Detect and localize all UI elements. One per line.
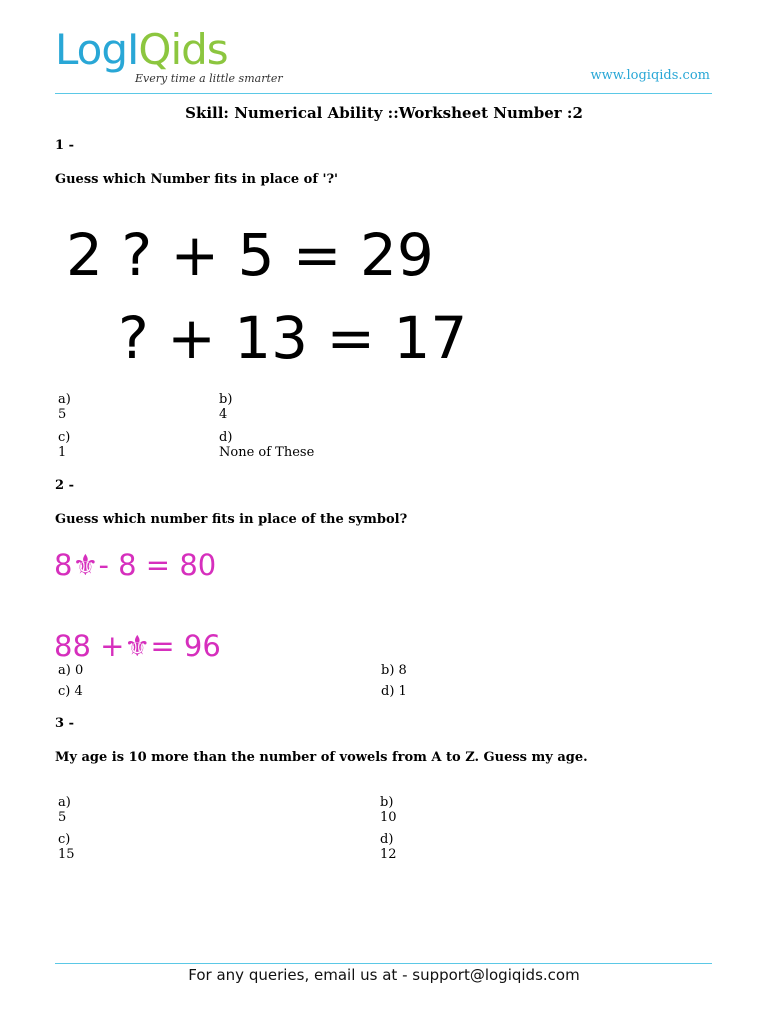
question-2-option-a[interactable]: a) 0 [58, 663, 84, 678]
option-label: a) [58, 392, 71, 407]
question-3-option-d[interactable] [380, 832, 397, 862]
footer-contact: For any queries, email us at - support@logiqids.com [188, 966, 580, 984]
question-2-number: 2 - [55, 478, 74, 493]
logo-tagline: Every time a little smarter [135, 72, 283, 85]
option-value: None of These [219, 445, 315, 460]
question-1-option-c[interactable] [58, 430, 70, 460]
question-3-number: 3 - [55, 716, 74, 731]
question-1-number: 1 - [55, 138, 74, 153]
option-label: d) [380, 832, 394, 847]
option-value: 1 [58, 445, 67, 460]
footer-divider [55, 963, 712, 964]
option-value: 5 [58, 407, 67, 422]
question-3-option-b[interactable] [380, 795, 397, 825]
question-2-option-b[interactable]: b) 8 [381, 663, 407, 678]
question-2-text: Guess which number fits in place of the symbol? [55, 512, 408, 527]
logo-text-part1: LogI [55, 25, 139, 74]
question-2-option-c[interactable]: c) 4 [58, 684, 83, 699]
option-label: c) [58, 430, 71, 445]
question-1-equation-1: 2 ? + 5 = 29 [66, 221, 434, 289]
option-label: d) [219, 430, 233, 445]
question-1-option-d[interactable] [219, 430, 314, 460]
question-2-option-d[interactable]: d) 1 [381, 684, 407, 699]
option-value: 4 [219, 407, 228, 422]
question-3-text: My age is 10 more than the number of vowels from A to Z. Guess my age. [55, 750, 588, 765]
question-1-option-a[interactable] [58, 392, 71, 422]
question-1-equation-2: ? + 13 = 17 [118, 304, 468, 372]
header-divider [55, 93, 712, 94]
option-label: c) [58, 832, 71, 847]
option-value: 12 [380, 847, 397, 862]
option-value: 5 [58, 810, 67, 825]
question-3-option-a[interactable] [58, 795, 71, 825]
option-label: a) [58, 795, 71, 810]
option-label: b) [219, 392, 233, 407]
logo-text-part2: Q [138, 25, 171, 74]
question-3-option-c[interactable] [58, 832, 75, 862]
option-value: 15 [58, 847, 75, 862]
question-2-equation-1: 8⚜- 8 = 80 [54, 548, 217, 582]
option-label: b) [380, 795, 394, 810]
option-value: 10 [380, 810, 397, 825]
logo [55, 26, 228, 74]
question-1-option-b[interactable] [219, 392, 232, 422]
worksheet-title: Skill: Numerical Ability ::Worksheet Number :2 [185, 104, 583, 122]
website-link[interactable]: www.logiqids.com [590, 68, 710, 83]
logo-text-part3: ids [170, 25, 228, 74]
question-2-equation-2: 88 +⚜= 96 [54, 629, 221, 663]
question-1-text: Guess which Number fits in place of '?' [55, 172, 339, 187]
